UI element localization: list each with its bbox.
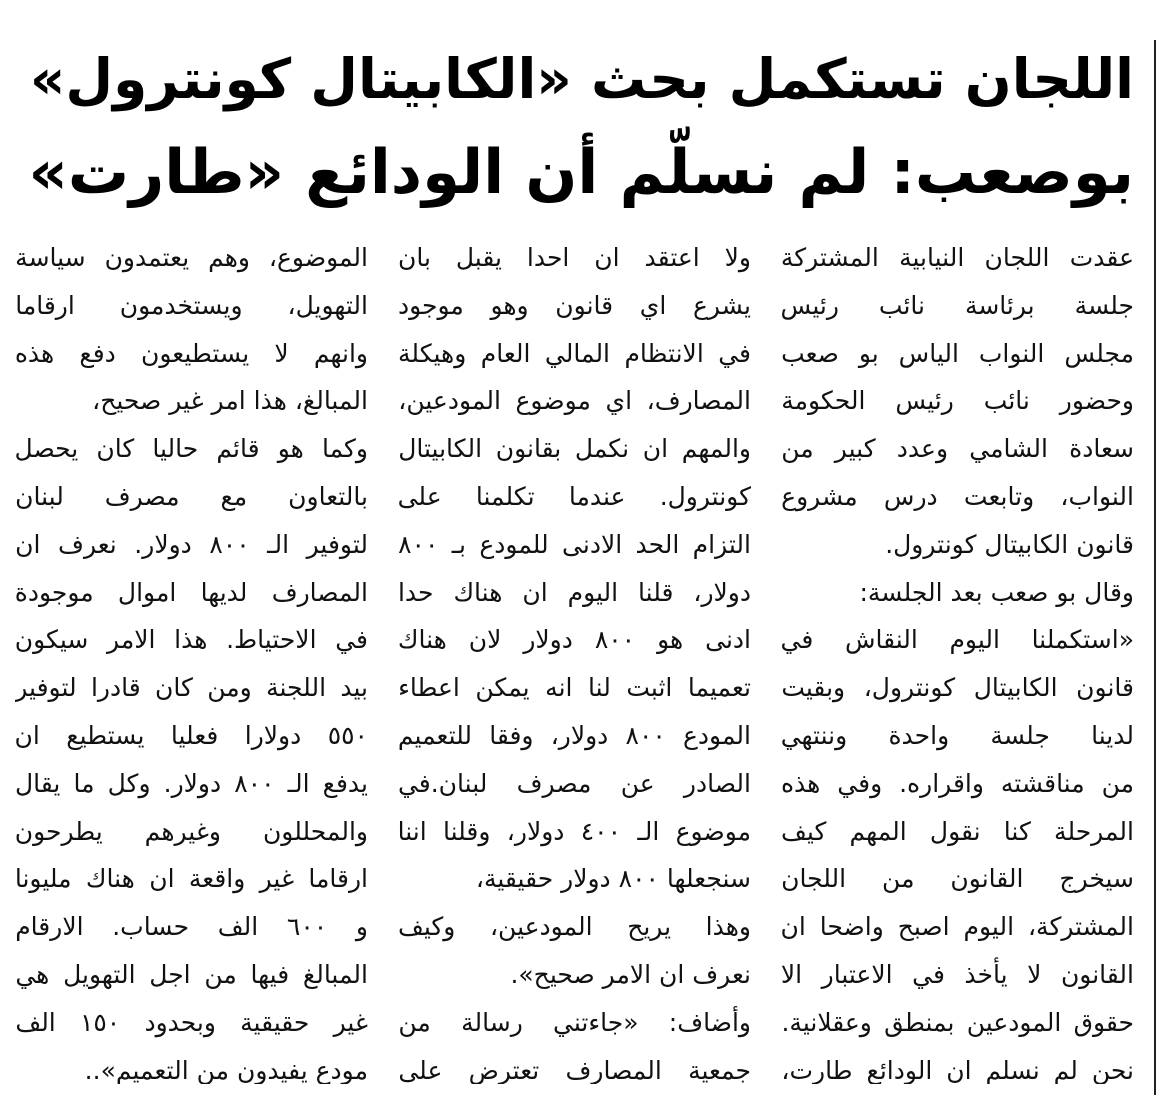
text-line: في الانتظام المالي العام وهيكلة	[398, 338, 751, 368]
text-line: المصارف لديها اموال موجودة	[15, 577, 368, 607]
text-line: التهويل، ويستخدمون ارقاما	[15, 290, 368, 320]
text-line: لدينا جلسة واحدة وننتهي	[781, 720, 1134, 750]
text-column-2	[398, 234, 751, 1084]
text-line: القانون لا يأخذ في الاعتبار الا	[781, 959, 1134, 989]
text-line: «استكملنا اليوم النقاش في	[781, 625, 1134, 655]
text-line: يدفع الـ ٨٠٠ دولار. وكل ما يقال	[15, 768, 368, 798]
text-line: سنجعلها ٨٠٠ دولار حقيقية،	[475, 864, 751, 894]
text-line: من مناقشته واقراره. وفي هذه	[781, 768, 1134, 798]
text-line: مجلس النواب الياس بو صعب	[781, 338, 1134, 368]
text-line: غير حقيقية وبحدود ١٥٠ الف	[15, 1007, 368, 1037]
text-line: وكما هو قائم حاليا كان يحصل	[15, 434, 368, 464]
text-line: النواب، وتابعت درس مشروع	[781, 481, 1134, 511]
text-line: يشرع اي قانون وهو موجود	[398, 290, 751, 320]
text-line: المودع ٨٠٠ دولار، وفقا للتعميم	[398, 720, 751, 750]
headline	[14, 32, 1134, 220]
headline-line-1: اللجان تستكمل بحث «الكابيتال كونترول»	[29, 47, 1134, 111]
text-line: ارقاما غير واقعة ان هناك مليونا	[15, 864, 368, 894]
text-line: وانهم لا يستطيعون دفع هذه	[15, 338, 368, 368]
text-line: وحضور نائب رئيس الحكومة	[781, 386, 1134, 416]
text-line: ٥٥٠ دولارا فعليا يستطيع ان	[15, 720, 368, 750]
text-line: الموضوع، وهم يعتمدون سياسة	[15, 243, 368, 272]
text-column-1	[781, 234, 1134, 1084]
column-rule	[1154, 40, 1156, 1095]
text-line: بيد اللجنة ومن كان قادرا لتوفير	[15, 673, 368, 703]
text-line: في الاحتياط. هذا الامر سيكون	[15, 625, 368, 655]
text-line: حقوق المودعين بمنطق وعقلانية.	[781, 1007, 1134, 1037]
text-line: دولار، قلنا اليوم ان هناك حدا	[398, 577, 751, 607]
headline-line-2: بوصعب: لم نسلّم أن الودائع «طارت»	[28, 137, 1134, 208]
text-line: قانون الكابيتال كونترول.	[885, 529, 1134, 559]
text-line: سعادة الشامي وعدد كبير من	[781, 434, 1134, 464]
text-line: ولا اعتقد ان احدا يقبل بان	[398, 243, 751, 272]
text-line: كونترول. عندما تكلمنا على	[398, 481, 751, 511]
text-line: قانون الكابيتال كونترول، وبقيت	[781, 673, 1134, 703]
text-line: لتوفير الـ ٨٠٠ دولار. نعرف ان	[15, 529, 368, 559]
text-line: والمهم ان نكمل بقانون الكابيتال	[398, 434, 751, 464]
text-line: نعرف ان الامر صحيح».	[510, 959, 751, 989]
text-line: ادنى هو ٨٠٠ دولار لان هناك	[398, 625, 751, 655]
text-line: نحن لم نسلم ان الودائع طارت،	[781, 1055, 1134, 1084]
text-line: جلسة برئاسة نائب رئيس	[781, 290, 1134, 320]
text-line: سيخرج القانون من اللجان	[781, 864, 1134, 894]
text-line: تعميما اثبت لنا انه يمكن اعطاء	[398, 673, 751, 703]
text-line: المبالغ فيها من اجل التهويل هي	[15, 959, 368, 989]
text-line: وقال بو صعب بعد الجلسة:	[859, 577, 1134, 607]
text-line: المبالغ، هذا امر غير صحيح،	[92, 386, 368, 416]
text-line: التزام الحد الادنى للمودع بـ ٨٠٠	[398, 529, 751, 559]
text-line: بالتعاون مع مصرف لبنان	[15, 481, 368, 511]
text-line: المرحلة كنا نقول المهم كيف	[781, 816, 1134, 846]
text-line: وأضاف: «جاءتني رسالة من	[398, 1007, 751, 1037]
text-column-3	[15, 234, 368, 1084]
text-line: جمعية المصارف تعترض على	[398, 1055, 751, 1084]
text-line: موضوع الـ ٤٠٠ دولار، وقلنا اننا	[398, 816, 751, 846]
text-line: المصارف، اي موضوع المودعين،	[398, 386, 751, 416]
text-line: وهذا يريح المودعين، وكيف	[398, 912, 751, 942]
text-line: والمحللون وغيرهم يطرحون	[15, 816, 368, 846]
text-line: مودع يفيدون من التعميم»..	[84, 1055, 368, 1084]
text-line: الصادر عن مصرف لبنان.في	[398, 768, 751, 798]
article-body	[14, 234, 1134, 1084]
text-line: و ٦٠٠ الف حساب. الارقام	[15, 912, 368, 942]
text-line: عقدت اللجان النيابية المشتركة	[781, 243, 1134, 272]
text-line: المشتركة، اليوم اصبح واضحا ان	[781, 912, 1134, 942]
